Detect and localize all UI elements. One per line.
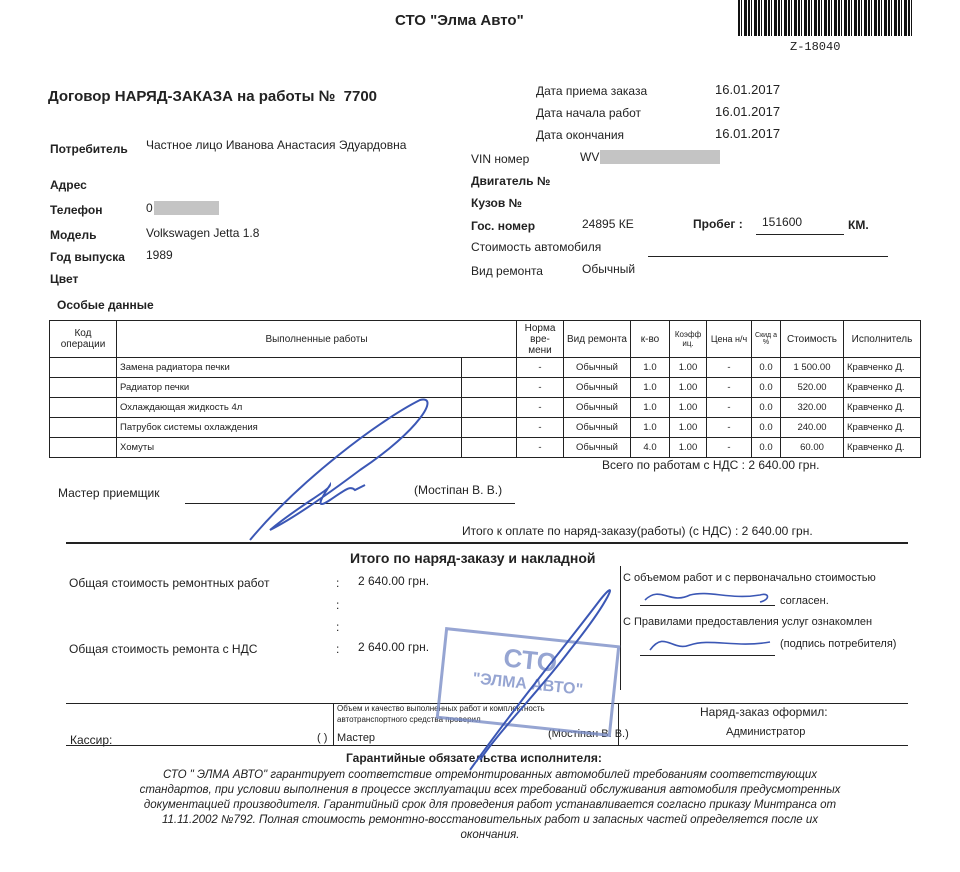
cell-discount: 0.0: [752, 378, 781, 398]
colon: :: [336, 642, 340, 656]
cell-price: -: [707, 358, 752, 378]
cell-cost: 520.00: [781, 378, 844, 398]
cell-cost: 320.00: [781, 398, 844, 418]
issued-by: Администратор: [726, 726, 806, 738]
mileage-unit: КМ.: [848, 218, 869, 232]
cell-price: -: [707, 378, 752, 398]
cell-executor: Кравченко Д.: [844, 358, 921, 378]
repair-cost-value: 2 640.00 грн.: [358, 574, 430, 588]
cell-qty: 1.0: [631, 418, 670, 438]
vin-label: VIN номер: [471, 152, 530, 166]
cell-discount: 0.0: [752, 438, 781, 458]
warranty-title: Гарантийные обязательства исполнителя:: [346, 751, 602, 765]
works-total-vat: Всего по работам с НДС : 2 640.00 грн.: [602, 458, 820, 472]
cell-norm: -: [517, 378, 564, 398]
warranty-line: окончания.: [460, 829, 520, 841]
cell-norm: -: [517, 358, 564, 378]
cell-executor: Кравченко Д.: [844, 438, 921, 458]
doc-code: Z-18040: [790, 40, 841, 54]
warranty-line: 11.11.2002 №792. Полная стоимость ремонтно-восстановительных работ и запасных частей определяется после их: [161, 814, 819, 826]
stamp-signature: [470, 590, 610, 770]
contract-number: 7700: [343, 88, 378, 105]
consumer-label: Потребитель: [50, 142, 128, 156]
engine-label: Двигатель №: [471, 174, 551, 188]
consent-rules: С Правилами предоставления услуг ознакомлен: [623, 616, 873, 628]
phone-value: 0: [146, 201, 153, 215]
cell-coef: 1.00: [670, 418, 707, 438]
stamp-line1: СТО: [502, 642, 559, 678]
mileage-label: Пробег :: [693, 217, 743, 231]
repair-type-value: Обычный: [582, 262, 636, 276]
consumer-value: Частное лицо Иванова Анастасия Эдуардовна: [146, 138, 407, 152]
col-work: Выполненные работы: [117, 321, 517, 358]
quality-note: Объем и качество выполненных работ и комплектность автотранспортного средства проверил: [337, 704, 545, 724]
colon: :: [336, 576, 340, 590]
master-signature: [250, 400, 428, 540]
master-receiver-label: Мастер приемщик: [58, 486, 160, 500]
company-name: СТО "Элма Авто": [395, 12, 524, 29]
col-norm: Норма вре-мени: [517, 321, 564, 358]
mileage-value: 151600: [762, 215, 803, 229]
col-code: Код операции: [50, 321, 117, 358]
cell-work: Замена радиатора печки: [117, 358, 462, 378]
cell-work: Хомуты: [117, 438, 462, 458]
cell-price: -: [707, 398, 752, 418]
car-cost-label: Стоимость автомобиля: [471, 240, 602, 254]
colon: :: [336, 598, 340, 612]
consent-signature-2: [650, 641, 770, 650]
cell-discount: 0.0: [752, 418, 781, 438]
cell-type: Обычный: [564, 398, 631, 418]
cell-discount: 0.0: [752, 398, 781, 418]
date-start-label: Дата начала работ: [536, 106, 642, 120]
col-cost: Стоимость: [781, 321, 844, 358]
footer-master-name: (Мостіпан В. В.): [548, 728, 629, 740]
plate-label: Гос. номер: [471, 219, 536, 233]
cell-qty: 1.0: [631, 398, 670, 418]
date-received-label: Дата приема заказа: [536, 84, 648, 98]
cell-type: Обычный: [564, 378, 631, 398]
address-label: Адрес: [50, 178, 87, 192]
cell-cost: 240.00: [781, 418, 844, 438]
date-start: 16.01.2017: [715, 104, 781, 119]
cell-work: Радиатор печки: [117, 378, 462, 398]
date-end-label: Дата окончания: [536, 128, 625, 142]
cell-norm: -: [517, 398, 564, 418]
colon: :: [336, 620, 340, 634]
cell-work: Охлаждающая жидкость 4л: [117, 398, 462, 418]
cell-coef: 1.00: [670, 358, 707, 378]
cell-qty: 4.0: [631, 438, 670, 458]
date-received: 16.01.2017: [715, 82, 781, 97]
consent-agreed: согласен.: [780, 595, 829, 607]
cell-type: Обычный: [564, 418, 631, 438]
consumer-signature-label: (подпись потребителя): [780, 638, 897, 650]
cashier-paren: ( ): [317, 732, 328, 744]
model-label: Модель: [50, 228, 97, 242]
repair-vat-value: 2 640.00 грн.: [358, 640, 430, 654]
col-coef: Коэфф иц.: [670, 321, 707, 358]
issued-label: Наряд-заказ оформил:: [700, 705, 828, 719]
col-price: Цена н/ч: [707, 321, 752, 358]
year-label: Год выпуска: [50, 250, 125, 264]
col-discount: Скид а %: [752, 321, 781, 358]
title-text: Договор НАРЯД-ЗАКАЗА на работы №: [48, 88, 336, 105]
col-qty: к-во: [631, 321, 670, 358]
footer-master-label: Мастер: [337, 732, 376, 744]
model-value: Volkswagen Jetta 1.8: [146, 226, 260, 240]
special-data-label: Особые данные: [57, 298, 154, 312]
color-label: Цвет: [50, 272, 79, 286]
cell-qty: 1.0: [631, 378, 670, 398]
cell-type: Обычный: [564, 438, 631, 458]
repair-type-label: Вид ремонта: [471, 264, 543, 278]
warranty-line: СТО " ЭЛМА АВТО" гарантирует соответствие отремонтированных автомобилей требованиям соответствующих: [162, 769, 818, 781]
col-type: Вид ремонта: [564, 321, 631, 358]
cell-cost: 60.00: [781, 438, 844, 458]
cell-work: Патрубок системы охлаждения: [117, 418, 462, 438]
cell-coef: 1.00: [670, 378, 707, 398]
date-end: 16.01.2017: [715, 126, 781, 141]
repair-vat-label: Общая стоимость ремонта с НДС: [69, 642, 258, 656]
cell-coef: 1.00: [670, 398, 707, 418]
cell-qty: 1.0: [631, 358, 670, 378]
warranty-line: стандартов, при условии выполнения в процессе эксплуатации всех требований обслуживания автомобиля предусмотренных: [139, 784, 841, 796]
cell-coef: 1.00: [670, 438, 707, 458]
consent-signature-1: [645, 594, 768, 602]
pay-total: Итого к оплате по наряд-заказу(работы) (с НДС) : 2 640.00 грн.: [462, 524, 813, 538]
cell-price: -: [707, 438, 752, 458]
repair-cost-label: Общая стоимость ремонтных работ: [69, 576, 270, 590]
body-label: Кузов №: [471, 196, 522, 210]
cell-norm: -: [517, 418, 564, 438]
cell-type: Обычный: [564, 358, 631, 378]
cell-executor: Кравченко Д.: [844, 378, 921, 398]
stamp-line2: "ЭЛМА АВТО": [471, 670, 584, 699]
cell-discount: 0.0: [752, 358, 781, 378]
col-executor: Исполнитель: [844, 321, 921, 358]
vin-value: WV: [580, 150, 600, 164]
cell-price: -: [707, 418, 752, 438]
summary-title: Итого по наряд-заказу и накладной: [350, 550, 596, 566]
cell-executor: Кравченко Д.: [844, 398, 921, 418]
plate-value: 24895 КЕ: [582, 217, 634, 231]
cell-norm: -: [517, 438, 564, 458]
cell-executor: Кравченко Д.: [844, 418, 921, 438]
cashier-label: Кассир:: [70, 733, 113, 747]
phone-label: Телефон: [50, 203, 103, 217]
cell-cost: 1 500.00: [781, 358, 844, 378]
consent-scope: С объемом работ и с первоначально стоимостью: [623, 572, 876, 584]
warranty-line: документацией производителя. Гарантийный срок для проведения работ устанавливается согласно приказу Минтранса от: [143, 799, 837, 811]
year-value: 1989: [146, 248, 173, 262]
master-receiver-name: (Мостіпан В. В.): [414, 483, 503, 497]
